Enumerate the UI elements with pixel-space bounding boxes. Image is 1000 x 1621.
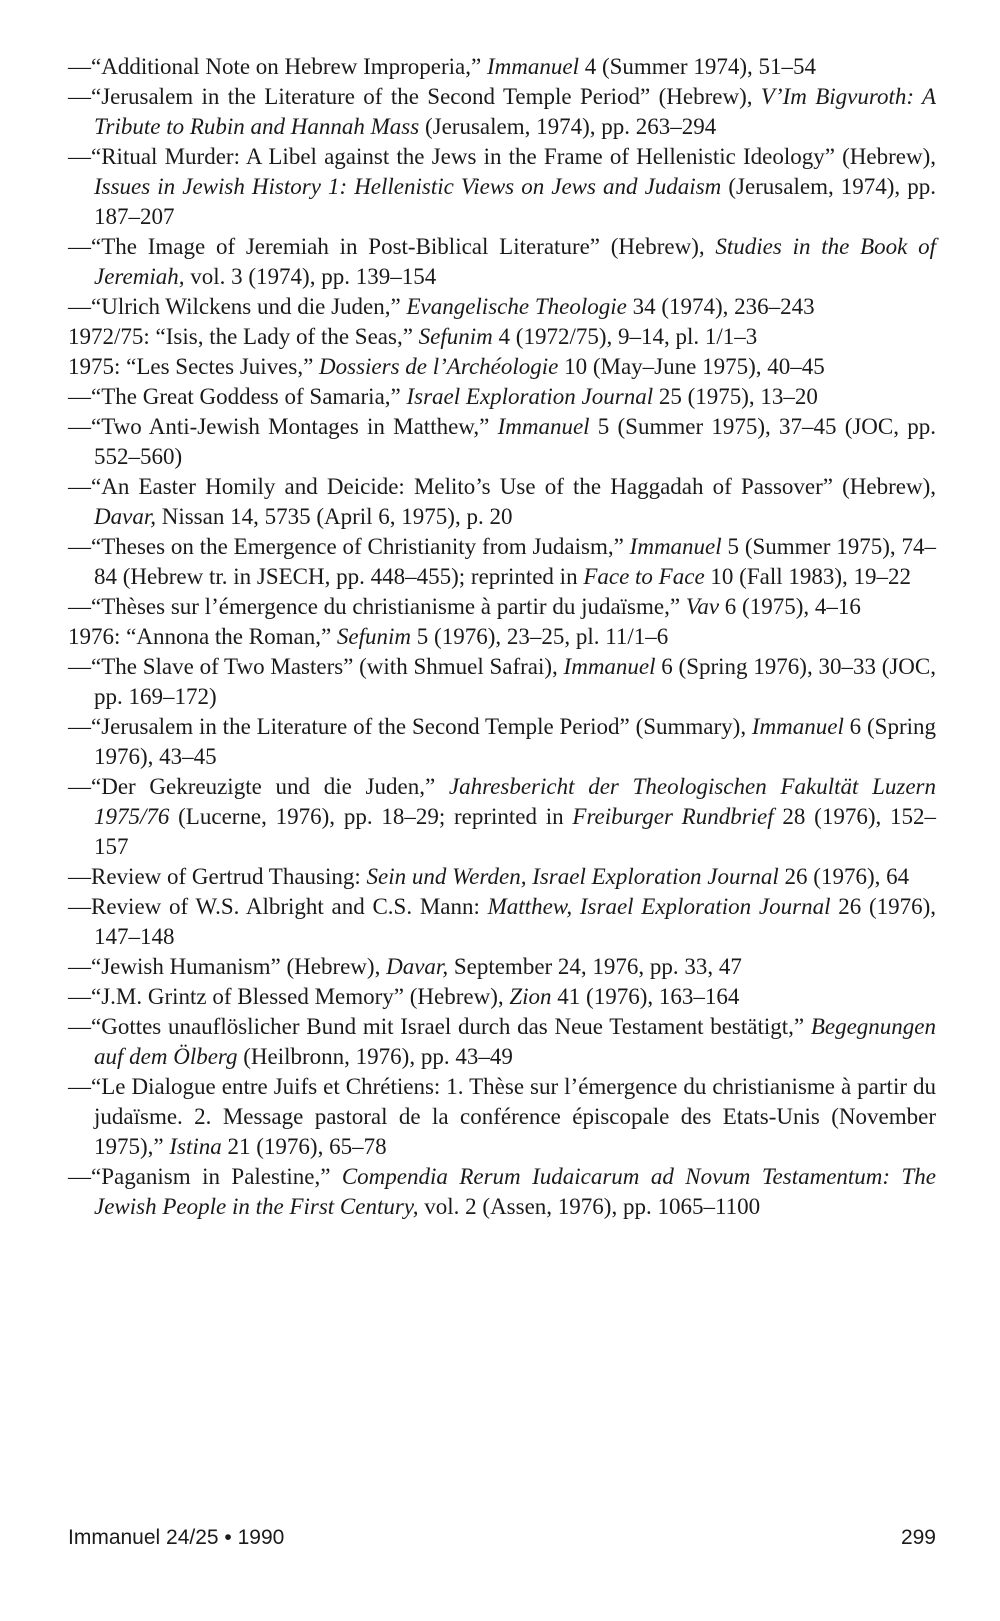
bibliography-entry	[68, 712, 936, 772]
entry-text: 6 (Spring 1976), 43–45	[94, 714, 936, 769]
entry-text: 1972/75: “Isis, the Lady of the Seas,”	[68, 324, 419, 349]
entry-text: —Review of W.S. Albright and C.S. Mann:	[68, 894, 488, 919]
entry-text: 4 (1972/75), 9–14, pl. 1/1–3	[492, 324, 758, 349]
entry-title-italic: Begegnungen auf dem Ölberg	[94, 1014, 936, 1069]
entry-text: 4 (Summer 1974), 51–54	[578, 54, 816, 79]
entry-text: 25 (1975), 13–20	[653, 384, 818, 409]
entry-title-italic: Israel Exploration Journal	[406, 384, 654, 409]
bibliography-entry	[68, 982, 936, 1012]
entry-title-italic: Sefunim	[418, 324, 493, 349]
entry-text: vol. 2 (Assen, 1976), pp. 1065–1100	[418, 1194, 761, 1219]
entry-text: (Jerusalem, 1974), pp. 187–207	[94, 174, 936, 229]
bibliography-entry	[68, 322, 936, 352]
bibliography-entry	[68, 82, 936, 142]
entry-title-italic: Immanuel	[563, 654, 656, 679]
entry-title-italic: V’Im Bigvuroth: A Tribute to Rubin and Hannah Mass	[94, 84, 937, 139]
bibliography-entry	[68, 952, 936, 982]
entry-text: —“Jewish Humanism” (Hebrew),	[68, 954, 387, 979]
bibliography-entry	[68, 382, 936, 412]
entry-text: —Review of Gertrud Thausing:	[68, 864, 367, 889]
entry-text: —“Additional Note on Hebrew Improperia,”	[68, 54, 487, 79]
bibliography-entry	[68, 622, 936, 652]
entry-title-italic: Immanuel	[497, 414, 590, 439]
entry-text: 5 (Summer 1975), 37–45 (JOC, pp. 552–560)	[94, 414, 936, 469]
entry-text: 5 (1976), 23–25, pl. 11/1–6	[411, 624, 669, 649]
entry-title-italic: Face to Face	[583, 564, 705, 589]
entry-text: —“An Easter Homily and Deicide: Melito’s Use of the Haggadah of Passover” (Hebrew),	[68, 474, 936, 499]
entry-title-italic: Evangelische Theologie	[406, 294, 627, 319]
entry-text: 10 (Fall 1983), 19–22	[704, 564, 912, 589]
entry-text: 1975: “Les Sectes Juives,”	[68, 354, 320, 379]
entry-text: —“The Image of Jeremiah in Post-Biblical Literature” (Hebrew),	[68, 234, 716, 259]
entry-text: —“Le Dialogue entre Juifs et Chrétiens: 1. Thèse sur l’émergence du christianisme à partir du judaïsme. 2. Message pastoral de la conférence épiscopale des Etats-Unis (November 1975),”	[68, 1074, 936, 1159]
entry-text: —“Paganism in Palestine,”	[68, 1164, 342, 1189]
entry-title-italic: Dossiers de l’Archéologie	[319, 354, 559, 379]
entry-text: —“Theses on the Emergence of Christianity from Judaism,”	[68, 534, 630, 559]
entry-text: 5 (Summer 1975), 74–84 (Hebrew tr. in JSECH, pp. 448–455); reprinted in	[94, 534, 936, 589]
bibliography-entry	[68, 292, 936, 322]
entry-text: vol. 3 (1974), pp. 139–154	[184, 264, 437, 289]
bibliography-entry	[68, 232, 936, 292]
entry-text: —“Two Anti-Jewish Montages in Matthew,”	[68, 414, 498, 439]
entry-text: —“Jerusalem in the Literature of the Second Temple Period” (Hebrew),	[68, 84, 761, 109]
entry-title-italic: Freiburger Rundbrief	[572, 804, 774, 829]
entry-text: —“Ulrich Wilckens und die Juden,”	[68, 294, 407, 319]
bibliography-entry	[68, 142, 936, 232]
bibliography-entry	[68, 892, 936, 952]
entry-text: 10 (May–June 1975), 40–45	[558, 354, 825, 379]
entry-title-italic: Sefunim	[336, 624, 412, 649]
entry-text: —“J.M. Grintz of Blessed Memory” (Hebrew),	[68, 984, 510, 1009]
entry-title-italic: Istina	[169, 1134, 222, 1159]
entry-title-italic: Immanuel	[486, 54, 579, 79]
entry-text: 26 (1976), 147–148	[94, 894, 937, 949]
entry-text: —“The Slave of Two Masters” (with Shmuel Safrai),	[68, 654, 564, 679]
page-footer	[68, 1526, 936, 1556]
entry-text: 26 (1976), 64	[778, 864, 910, 889]
entry-title-italic: Davar,	[94, 504, 156, 529]
entry-text: 6 (Spring 1976), 30–33 (JOC, pp. 169–172)	[94, 654, 937, 709]
bibliography-entry	[68, 862, 936, 892]
entry-text: —“Der Gekreuzigte und die Juden,”	[68, 774, 449, 799]
entry-text: (Jerusalem, 1974), pp. 263–294	[419, 114, 717, 139]
bibliography-list	[68, 52, 936, 1222]
entry-text: Nissan 14, 5735 (April 6, 1975), p. 20	[155, 504, 513, 529]
entry-title-italic: Studies in the Book of Jeremiah,	[94, 234, 937, 289]
bibliography-entry	[68, 52, 936, 82]
entry-text: 34 (1974), 236–243	[626, 294, 815, 319]
bibliography-entry	[68, 652, 936, 712]
entry-text: —“Gottes unauflöslicher Bund mit Israel durch das Neue Testament bestätigt,”	[68, 1014, 811, 1039]
bibliography-entry	[68, 472, 936, 532]
bibliography-entry	[68, 592, 936, 622]
bibliography-entry	[68, 1162, 936, 1222]
entry-title-italic: Immanuel	[751, 714, 844, 739]
entry-text: 41 (1976), 163–164	[551, 984, 740, 1009]
page-number: 299	[900, 1526, 936, 1549]
bibliography-entry	[68, 352, 936, 382]
entry-text: 21 (1976), 65–78	[221, 1134, 387, 1159]
entry-text: (Heilbronn, 1976), pp. 43–49	[237, 1044, 513, 1069]
bibliography-entry	[68, 412, 936, 472]
bibliography-entry	[68, 1012, 936, 1072]
entry-title-italic: Vav	[685, 594, 720, 619]
entry-text: 28 (1976), 152–157	[94, 804, 936, 859]
entry-text: —“Jerusalem in the Literature of the Second Temple Period” (Summary),	[68, 714, 752, 739]
entry-text: —“Thèses sur l’émergence du christianisme à partir du judaïsme,”	[68, 594, 686, 619]
entry-text: (Lucerne, 1976), pp. 18–29; reprinted in	[169, 804, 573, 829]
entry-text: —“The Great Goddess of Samaria,”	[68, 384, 407, 409]
entry-title-italic: Sein und Werden, Israel Exploration Journal	[366, 864, 779, 889]
entry-title-italic: Matthew, Israel Exploration Journal	[487, 894, 831, 919]
entry-title-italic: Jahresbericht der Theologischen Fakultät Luzern 1975/76	[94, 774, 936, 829]
entry-title-italic: Immanuel	[629, 534, 722, 559]
entry-title-italic: Davar,	[386, 954, 449, 979]
entry-text: September 24, 1976, pp. 33, 47	[448, 954, 742, 979]
bibliography-entry	[68, 532, 936, 592]
entry-title-italic: Compendia Rerum Iudaicarum ad Novum Testamentum: The Jewish People in the First Century,	[94, 1164, 936, 1219]
entry-text: —“Ritual Murder: A Libel against the Jews in the Frame of Hellenistic Ideology” (Hebrew),	[68, 144, 936, 169]
bibliography-entry	[68, 1072, 936, 1162]
journal-issue-label: Immanuel 24/25 • 1990	[68, 1526, 285, 1549]
entry-title-italic: Issues in Jewish History 1: Hellenistic Views on Jews and Judaism	[94, 174, 722, 199]
bibliography-entry	[68, 772, 936, 862]
entry-title-italic: Zion	[509, 984, 552, 1009]
entry-text: 1976: “Annona the Roman,”	[68, 624, 337, 649]
entry-text: 6 (1975), 4–16	[719, 594, 861, 619]
